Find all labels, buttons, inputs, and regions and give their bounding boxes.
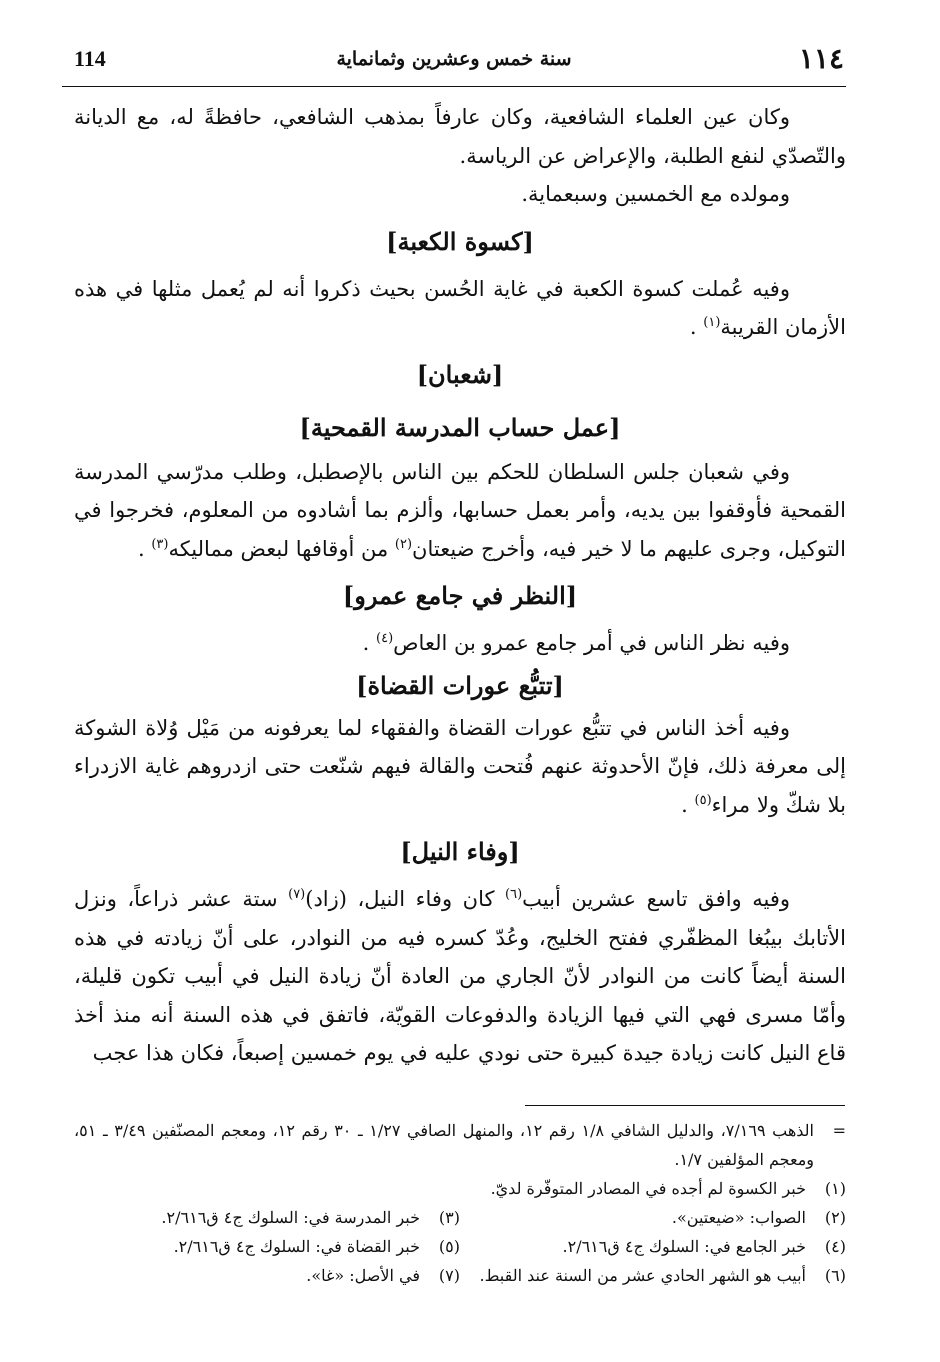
paragraph: وكان عين العلماء الشافعية، وكان عارفاً بمذهب الشافعي، حافظةً له، مع الديانة والتّصدّي لنفع الطلبة، والإعراض عن الرياسة. (74, 105, 846, 168)
section-heading: [شعبان] (416, 359, 504, 389)
footnote-number: (١) (824, 1179, 846, 1198)
paragraph (74, 880, 846, 1073)
footnote-text: في الأصل: «غا». (306, 1266, 420, 1285)
footnote-row (74, 1174, 846, 1203)
paragraph-text: وفي شعبان جلس السلطان للحكم بين الناس بالإصطبل، وطلب مدرّسي المدرسة القمحية فأوقفوا بين يديه، وأمر بعمل حسابها، وألزم بما أشادوه من المعلوم، فخرجوا في التوكيل، وجرى عليهم ما لا خير فيه، وأخرج ضيعتان (74, 459, 846, 561)
footnote-6 (460, 1261, 846, 1290)
footnote-row (74, 1232, 846, 1261)
footnote-continuation (74, 1116, 846, 1174)
footnote-text: الذهب ٧/١٦٩، والدليل الشافي ١/٨ رقم ١٢، والمنهل الصافي ١/٢٧ ـ ٣٠ رقم ١٢، ومعجم المصنّفين ٣/٤٩ ـ ٥١، ومعجم المؤلفين ١/٧. (74, 1121, 814, 1169)
paragraph (74, 270, 846, 347)
paragraph-end: . (137, 536, 145, 561)
footnote-text: خبر الكسوة لم أجده في المصادر المتوفّرة لديّ. (490, 1179, 806, 1198)
section-heading: [وفاء النيل] (400, 837, 520, 866)
paragraph-end: . (681, 792, 688, 817)
running-title: سنة خمس وعشرين وثمانماية (336, 48, 572, 70)
footnote-ref: (٢) (394, 536, 413, 552)
paragraph-end: . (362, 631, 370, 655)
footnote-text: الصواب: «ضيعتين». (671, 1208, 806, 1227)
paragraph-text: وفيه نظر الناس في أمر جامع عمرو بن العاص (393, 631, 790, 655)
footnote-row (74, 1261, 846, 1290)
footnote-ref: (٣) (151, 536, 169, 552)
footnote-4 (460, 1232, 846, 1261)
footnote-divider (525, 1105, 845, 1106)
paragraph (74, 453, 846, 569)
paragraph-text: كان وفاء النيل، (زاد) (305, 887, 506, 911)
section-heading: [عمل حساب المدرسة القمحية] (299, 412, 621, 442)
footnote-5 (74, 1232, 460, 1261)
page-header (62, 34, 846, 87)
footnote-ref: (١) (703, 315, 721, 330)
footnote-text: خبر الجامع في: السلوك ج٤ ق٢/٦١٦. (562, 1237, 806, 1256)
continuation-mark: = (832, 1121, 846, 1140)
section-heading: [تتبُّع عورات القضاة] (356, 670, 564, 700)
page-number-arabic: ١١٤ (798, 42, 844, 75)
footnotes (74, 1116, 846, 1290)
footnote-ref: (٦) (505, 887, 523, 902)
footnote-2 (460, 1203, 846, 1232)
footnote-number: (٣) (438, 1208, 460, 1227)
footnote-number: (٦) (824, 1266, 846, 1285)
paragraph-end: . (689, 315, 697, 339)
page-number-latin: 114 (74, 46, 106, 71)
paragraph-text: وفيه أخذ الناس في تتبُّع عورات القضاة والفقهاء لما يعرفونه من مَيْل وُلاة الشوكة إلى معرفة ذلك، فإنّ الأحدوثة عنهم فُتحت والقالة فيهم شنّعت حتى ازدروهم غاية الازدراء بلا شكّ ولا مراء (74, 715, 846, 817)
paragraph (74, 624, 846, 663)
paragraph (74, 709, 846, 825)
paragraph: ومولده مع الخمسين وسبعماية. (521, 182, 790, 206)
main-text (74, 98, 846, 1073)
section-heading: [النظر في جامع عمرو] (342, 581, 578, 610)
footnote-number: (٧) (438, 1266, 460, 1285)
footnote-text: خبر المدرسة في: السلوك ج٤ ق٢/٦١٦. (161, 1208, 420, 1227)
footnote-number: (٤) (824, 1237, 846, 1256)
paragraph-text: وفيه وافق تاسع عشرين أبيب (522, 887, 791, 911)
footnote-1 (460, 1174, 846, 1203)
footnote-number: (٥) (438, 1237, 460, 1256)
footnote-text: خبر القضاة في: السلوك ج٤ ق٢/٦١٦. (173, 1237, 420, 1256)
paragraph-text: ستة عشر ذراعاً، ونزل الأتابك بيبُغا المظفّري ففتح الخليج، وعُدّ كسره فيه من النوادر، على أنّ زيادته في هذه السنة أيضاً كانت من النوادر لأنّ الجاري من العادة أنّ زيادة النيل في أبيب تكون قليلة، وأمّا مسرى فهي التي فيها الزيادة والدفوعات القويّة، فاتفق في هذه السنة أنه منذ أخذ قاع النيل كانت زيادة جيدة كبيرة حتى نودي عليه في يوم خمسين إصبعاً، فكان هذا عجب (74, 887, 846, 1065)
footnote-ref: (٥) (694, 792, 712, 808)
footnote-ref: (٤) (376, 631, 394, 646)
paragraph-text: وفيه عُملت كسوة الكعبة في غاية الحُسن بحيث ذكروا أنه لم يُعمل مثلها في هذه الأزمان القريبة (74, 276, 846, 339)
footnote-7 (74, 1261, 460, 1290)
footnote-number: (٢) (824, 1208, 846, 1227)
footnote-3 (74, 1203, 460, 1232)
footnote-text: أبيب هو الشهر الحادي عشر من السنة عند القبط. (479, 1266, 806, 1285)
footnote-ref: (٧) (288, 887, 306, 902)
footnote-row (74, 1203, 846, 1232)
section-heading: [كسوة الكعبة] (386, 226, 534, 256)
paragraph-text: من أوقافها لبعض مماليكه (168, 536, 395, 561)
